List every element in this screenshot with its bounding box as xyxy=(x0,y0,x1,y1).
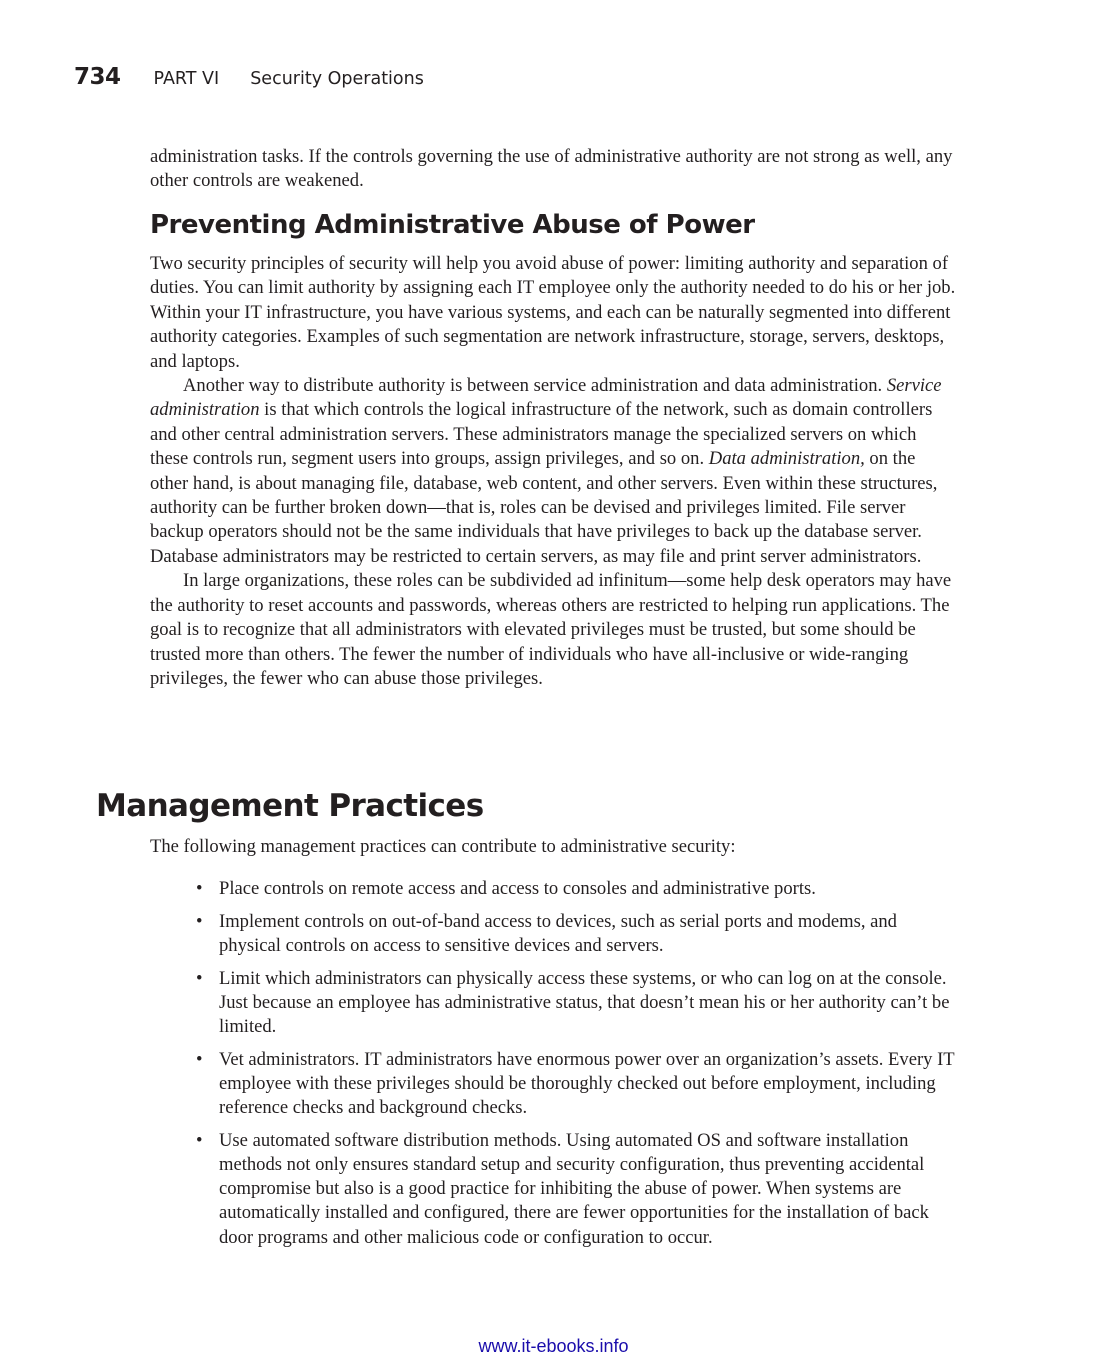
text-run: Another way to distribute authority is between service administration and data administration. xyxy=(183,375,887,397)
paragraph: In large organizations, these roles can be subdivided ad infinitum—some help desk operators may have the authority to reset accounts and passwords, whereas others are restricted to helping run applications. The goal is to recognize that all administrators with elevated privileges must be trusted, but some should be trusted more than others. The fewer the number of individuals who have all-inclusive or wide-ranging privileges, the fewer who can abuse those privileges. xyxy=(150,570,952,689)
page-number: 734 xyxy=(74,64,121,90)
section-title: Security Operations xyxy=(250,69,424,89)
section-heading: Management Practices xyxy=(96,788,484,824)
part-label: PART VI xyxy=(153,69,220,89)
paragraph: The following management practices can contribute to administrative security: xyxy=(150,836,736,857)
paragraph xyxy=(150,374,958,569)
management-practices-list xyxy=(196,877,961,1258)
management-intro-block xyxy=(150,835,958,859)
list-item: • Implement controls on out-of-band access to devices, such as serial ports and modems, and physical controls on access to sensitive devices and servers. xyxy=(196,910,961,958)
footer-watermark-link[interactable]: www.it-ebooks.info xyxy=(478,1336,629,1356)
term-data-administration: Data administration, xyxy=(708,448,865,470)
list-item: • Limit which administrators can physically access these systems, or who can log on at the console. Just because an employee has administrative status, that doesn’t mean his or her authority can’t be limited. xyxy=(196,967,961,1040)
intro-paragraph: administration tasks. If the controls governing the use of administrative authority are not strong as well, any other controls are weakened. xyxy=(150,146,953,192)
abuse-body xyxy=(150,252,958,691)
text-run: is that which controls the logical infrastructure of the network, such as domain controllers and other central administration servers. These administrators manage the specialized servers on which these controls run, segment users into groups, assign privileges, and so on. xyxy=(150,399,933,470)
text-run: on the other hand, is about managing file, database, web content, and other servers. Even within these structures, authority can be further broken down—that is, roles can be devised and privileges limited. File server backup operators should not be the same individuals that have privileges to back up the database server. Database administrators may be restricted to certain servers, as may file and print server administrators. xyxy=(150,448,938,567)
subsection-heading: Preventing Administrative Abuse of Power xyxy=(150,210,755,240)
list-item: • Use automated software distribution methods. Using automated OS and software installation methods not only ensures standard setup and security configuration, thus preventing accidental compromise but also is a good practice for inhibiting the abuse of power. When systems are automatically installed and configured, there are fewer opportunities for the installation of back door programs and other malicious code or configuration to occur. xyxy=(196,1129,961,1250)
list-item: • Vet administrators. IT administrators have enormous power over an organization’s assets. Every IT employee with these privileges should be thoroughly checked out before employment, including reference checks and background checks. xyxy=(196,1048,961,1121)
term-service-administration: Service administration xyxy=(150,375,942,421)
intro-paragraph-block xyxy=(150,145,958,194)
running-header xyxy=(74,64,424,98)
list-item: • Place controls on remote access and access to consoles and administrative ports. xyxy=(196,877,961,901)
paragraph: Two security principles of security will help you avoid abuse of power: limiting authority and separation of duties. You can limit authority by assigning each IT employee only the authority needed to do his or her job. Within your IT infrastructure, you have various systems, and each can be naturally segmented into different authority categories. Examples of such segmentation are network infrastructure, storage, servers, desktops, and laptops. xyxy=(150,253,956,372)
